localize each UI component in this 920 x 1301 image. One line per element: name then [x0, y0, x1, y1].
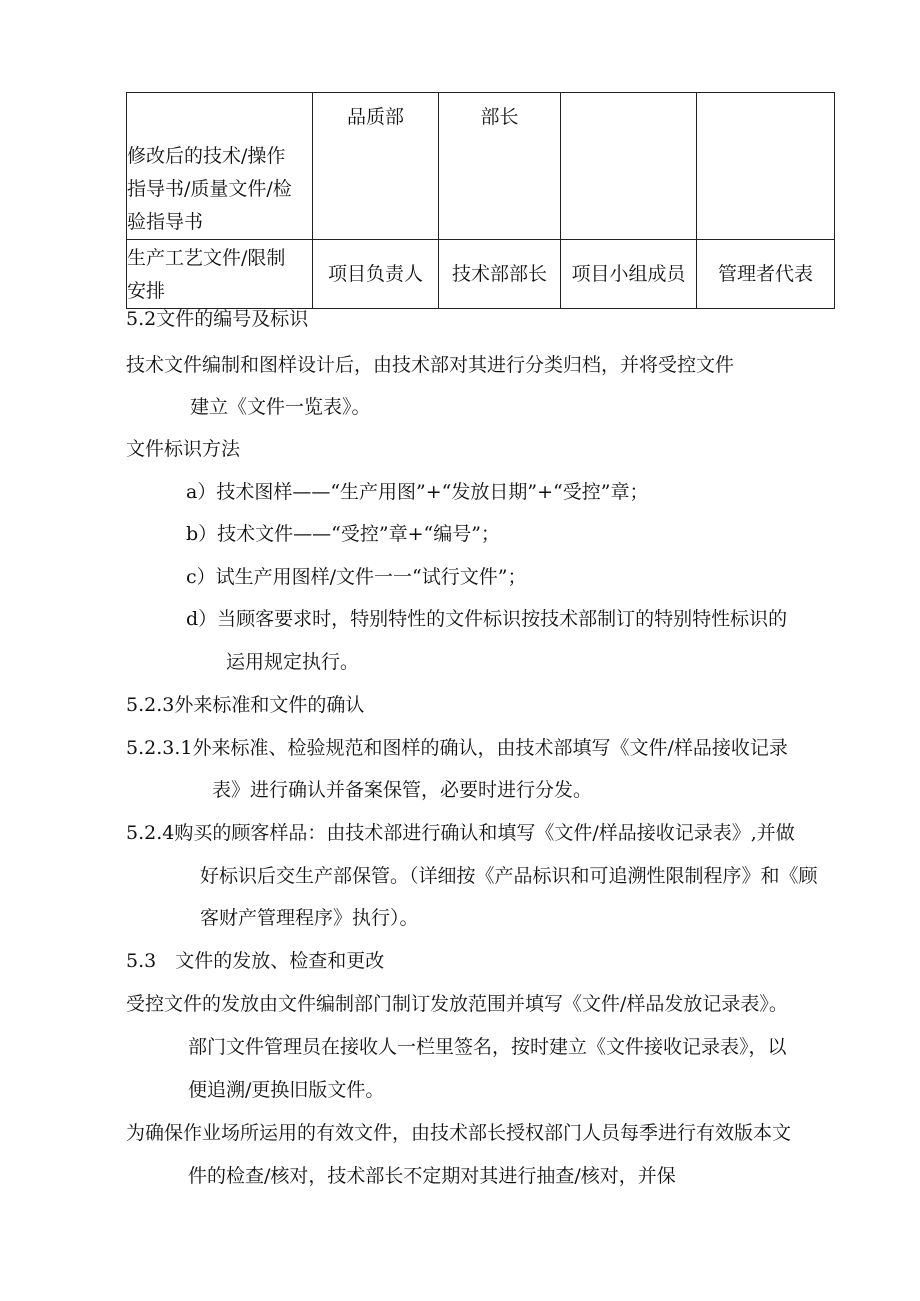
distribution-table [126, 92, 835, 309]
table-cell-approver: 管理者代表 [697, 240, 835, 309]
table-row [127, 240, 835, 309]
cell-line: 修改后的技术/操作 [127, 145, 286, 167]
paragraph-line: 好标识后交生产部保管。（详细按《产品标识和可追溯性限制程序》和《顾 [200, 865, 818, 887]
paragraph-line: 建立《文件一览表》。 [190, 396, 371, 418]
table-cell-empty [561, 93, 697, 240]
cell-line: 生产工艺文件/限制 [127, 247, 286, 269]
list-item-a: a）技术图样——“生产用图”+“发放日期”+“受控”章； [186, 481, 649, 503]
list-item-d-continued: 运用规定执行。 [226, 651, 360, 673]
paragraph-line: 便追溯/更换旧版文件。 [188, 1079, 385, 1101]
paragraph-line: 部门文件管理员在接收人一栏里签名，按时建立《文件接收记录表》，以 [188, 1036, 787, 1058]
list-item-d: d）当顾客要求时，特别特性的文件标识按技术部制订的特别特性标识的 [186, 608, 788, 630]
table-cell-department: 品质部 [313, 93, 439, 240]
table-cell-reviewer: 技术部部长 [439, 240, 561, 309]
paragraph-line: 5.2.4购买的顾客样品：由技术部进行确认和填写《文件/样品接收记录表》,并做 [126, 822, 795, 844]
paragraph-line: 技术文件编制和图样设计后，由技术部对其进行分类归档，并将受控文件 [126, 354, 735, 376]
paragraph-line: 表》进行确认并备案保管，必要时进行分发。 [212, 779, 593, 801]
section-heading-5-2: 5.2文件的编号及标识 [126, 308, 309, 330]
paragraph-line: 客财产管理程序》执行）。 [200, 907, 419, 929]
cell-line: 安排 [127, 280, 166, 302]
paragraph-line: 件的检查/核对，技术部长不定期对其进行抽查/核对，并保 [188, 1165, 676, 1187]
table-cell-empty [697, 93, 835, 240]
paragraph-line: 5.2.3.1外来标准、检验规范和图样的确认，由技术部填写《文件/样品接收记录 [126, 737, 788, 759]
cell-line: 指导书/质量文件/检 [127, 178, 292, 200]
table-cell-document-type [127, 240, 313, 309]
list-item-b: b）技术文件——“受控”章+“编号”； [186, 523, 500, 545]
table-cell-role: 部长 [439, 93, 561, 240]
table-cell-document-type [127, 93, 313, 240]
table-row [127, 93, 835, 240]
paragraph-line: 为确保作业场所运用的有效文件，由技术部长授权部门人员每季进行有效版本文 [126, 1122, 792, 1144]
subheading-mark-method: 文件标识方法 [126, 438, 241, 460]
table-cell-preparer: 项目负责人 [313, 240, 439, 309]
table-cell-members: 项目小组成员 [561, 240, 697, 309]
list-item-c: c）试生产用图样/文件一一“试行文件”； [186, 566, 527, 588]
paragraph-line: 受控文件的发放由文件编制部门制订发放范围并填写《文件/样品发放记录表》。 [126, 993, 788, 1015]
section-heading-5-2-3: 5.2.3外来标准和文件的确认 [126, 694, 365, 716]
cell-line: 验指导书 [127, 211, 204, 233]
section-heading-5-3: 5.3 文件的发放、检查和更改 [126, 950, 385, 972]
